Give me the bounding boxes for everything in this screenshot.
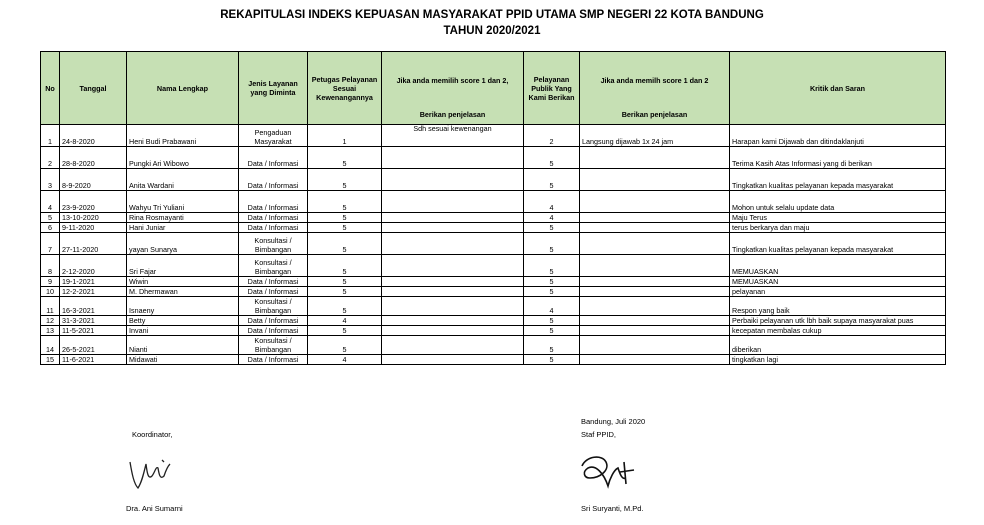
cell-jenis-layanan: Data / Informasi	[239, 355, 308, 365]
cell-tanggal: 12-2-2021	[60, 287, 127, 297]
right-handwritten-signature	[572, 448, 652, 494]
cell-penjelasan-2	[580, 223, 730, 233]
cell-no: 12	[41, 316, 60, 326]
cell-pelayanan-publik: 5	[524, 336, 580, 355]
cell-pelayanan-publik: 5	[524, 255, 580, 277]
cell-tanggal: 11-5-2021	[60, 326, 127, 336]
cell-pelayanan-publik: 5	[524, 277, 580, 287]
cell-nama: Midawati	[127, 355, 239, 365]
table-row	[41, 355, 946, 365]
cell-jenis-layanan: Konsultasi / Bimbangan	[239, 336, 308, 355]
cell-jenis-layanan: Konsultasi / Bimbangan	[239, 255, 308, 277]
cell-penjelasan-1	[382, 336, 524, 355]
document-title: REKAPITULASI INDEKS KEPUASAN MASYARAKAT PPID UTAMA SMP NEGERI 22 KOTA BANDUNG	[220, 9, 764, 21]
cell-nama: Isnaeny	[127, 297, 239, 316]
cell-penjelasan-1	[382, 255, 524, 277]
cell-penjelasan-1	[382, 316, 524, 326]
header-jenis-layanan: Jenis Layanan yang Diminta	[239, 52, 308, 125]
cell-tanggal: 23-9-2020	[60, 191, 127, 213]
header-kritik-saran: Kritik dan Saran	[730, 52, 946, 125]
cell-no: 7	[41, 233, 60, 255]
right-place-date: Bandung, Juli 2020	[581, 417, 646, 426]
cell-kritik-saran: Harapan kami Dijawab dan ditindaklanjuti	[730, 125, 946, 147]
cell-no: 4	[41, 191, 60, 213]
table-row	[41, 287, 946, 297]
table-row	[41, 297, 946, 316]
cell-jenis-layanan: Data / Informasi	[239, 213, 308, 223]
cell-pelayanan-publik: 5	[524, 223, 580, 233]
cell-pelayanan-publik: 4	[524, 191, 580, 213]
cell-kritik-saran: Perbaiki pelayanan utk lbh baik supaya masyarakat puas	[730, 316, 946, 326]
cell-kritik-saran: pelayanan	[730, 287, 946, 297]
cell-tanggal: 8-9-2020	[60, 169, 127, 191]
cell-nama: Heni Budi Prabawani	[127, 125, 239, 147]
cell-petugas: 5	[308, 336, 382, 355]
cell-petugas: 5	[308, 213, 382, 223]
cell-nama: Wiwin	[127, 277, 239, 287]
cell-kritik-saran: Respon yang baik	[730, 297, 946, 316]
cell-penjelasan-1	[382, 277, 524, 287]
cell-petugas: 5	[308, 297, 382, 316]
header-penjelasan-1-bottom: Berikan penjelasan	[419, 110, 486, 119]
cell-penjelasan-2	[580, 191, 730, 213]
cell-pelayanan-publik: 4	[524, 213, 580, 223]
cell-kritik-saran: Terima Kasih Atas Informasi yang di berikan	[730, 147, 946, 169]
cell-pelayanan-publik: 5	[524, 147, 580, 169]
cell-petugas: 4	[308, 316, 382, 326]
cell-kritik-saran: Maju Terus	[730, 213, 946, 223]
header-penjelasan-1	[382, 52, 524, 125]
cell-kritik-saran: terus berkarya dan maju	[730, 223, 946, 233]
table-row	[41, 316, 946, 326]
cell-jenis-layanan: Data / Informasi	[239, 277, 308, 287]
right-signatory-name: Sri Suryanti, M.Pd.	[581, 504, 644, 513]
cell-no: 6	[41, 223, 60, 233]
cell-tanggal: 13-10-2020	[60, 213, 127, 223]
cell-penjelasan-1	[382, 233, 524, 255]
cell-petugas: 5	[308, 223, 382, 233]
cell-petugas: 5	[308, 191, 382, 213]
table-row	[41, 147, 946, 169]
cell-penjelasan-1	[382, 223, 524, 233]
cell-petugas: 1	[308, 125, 382, 147]
cell-nama: Betty	[127, 316, 239, 326]
cell-no: 15	[41, 355, 60, 365]
cell-tanggal: 24-8-2020	[60, 125, 127, 147]
cell-penjelasan-2	[580, 147, 730, 169]
cell-penjelasan-2	[580, 316, 730, 326]
document-subtitle: TAHUN 2020/2021	[443, 25, 541, 37]
cell-no: 8	[41, 255, 60, 277]
cell-penjelasan-1	[382, 287, 524, 297]
cell-pelayanan-publik: 5	[524, 287, 580, 297]
cell-jenis-layanan: Data / Informasi	[239, 223, 308, 233]
header-nama: Nama Lengkap	[127, 52, 239, 125]
cell-penjelasan-2	[580, 297, 730, 316]
cell-kritik-saran: Tingkatkan kualitas pelayanan kepada masyarakat	[730, 233, 946, 255]
cell-nama: yayan Sunarya	[127, 233, 239, 255]
cell-jenis-layanan: Data / Informasi	[239, 287, 308, 297]
cell-penjelasan-2	[580, 355, 730, 365]
header-penjelasan-2-top: Jika anda memilh score 1 dan 2	[600, 76, 709, 85]
table-row	[41, 233, 946, 255]
cell-penjelasan-2	[580, 277, 730, 287]
cell-nama: Wahyu Tri Yuliani	[127, 191, 239, 213]
cell-kritik-saran: diberikan	[730, 336, 946, 355]
table-row	[41, 277, 946, 287]
table-row	[41, 125, 946, 147]
table-row	[41, 191, 946, 213]
cell-no: 14	[41, 336, 60, 355]
cell-no: 9	[41, 277, 60, 287]
table-row	[41, 169, 946, 191]
cell-petugas: 5	[308, 287, 382, 297]
cell-penjelasan-1	[382, 147, 524, 169]
cell-tanggal: 11-6-2021	[60, 355, 127, 365]
cell-penjelasan-2	[580, 255, 730, 277]
cell-penjelasan-2	[580, 169, 730, 191]
cell-kritik-saran: tingkatkan lagi	[730, 355, 946, 365]
cell-pelayanan-publik: 5	[524, 355, 580, 365]
cell-penjelasan-1	[382, 213, 524, 223]
cell-kritik-saran: kecepatan membalas cukup	[730, 326, 946, 336]
left-signatory-name: Dra. Ani Sumarni	[126, 504, 183, 513]
cell-nama: Sri Fajar	[127, 255, 239, 277]
cell-tanggal: 2-12-2020	[60, 255, 127, 277]
cell-petugas: 5	[308, 326, 382, 336]
table-row	[41, 336, 946, 355]
cell-nama: M. Dhermawan	[127, 287, 239, 297]
cell-kritik-saran: Tingkatkan kualitas pelayanan kepada masyarakat	[730, 169, 946, 191]
cell-penjelasan-1: Sdh sesuai kewenangan	[382, 125, 524, 147]
table-row	[41, 223, 946, 233]
cell-penjelasan-2	[580, 326, 730, 336]
cell-tanggal: 26-5-2021	[60, 336, 127, 355]
table-row	[41, 326, 946, 336]
cell-petugas: 4	[308, 355, 382, 365]
cell-petugas: 5	[308, 277, 382, 287]
cell-petugas: 5	[308, 147, 382, 169]
header-penjelasan-2-bottom: Berikan penjelasan	[621, 110, 688, 119]
cell-penjelasan-2	[580, 287, 730, 297]
cell-pelayanan-publik: 5	[524, 316, 580, 326]
cell-kritik-saran: MEMUASKAN	[730, 255, 946, 277]
table-row	[41, 213, 946, 223]
cell-penjelasan-1	[382, 169, 524, 191]
cell-penjelasan-2	[580, 233, 730, 255]
cell-no: 11	[41, 297, 60, 316]
cell-penjelasan-1	[382, 326, 524, 336]
cell-penjelasan-2	[580, 213, 730, 223]
cell-no: 13	[41, 326, 60, 336]
cell-jenis-layanan: Data / Informasi	[239, 147, 308, 169]
cell-penjelasan-1	[382, 297, 524, 316]
cell-tanggal: 31-3-2021	[60, 316, 127, 326]
cell-nama: Invani	[127, 326, 239, 336]
cell-tanggal: 28-8-2020	[60, 147, 127, 169]
left-handwritten-signature	[122, 452, 182, 496]
cell-pelayanan-publik: 5	[524, 326, 580, 336]
cell-no: 3	[41, 169, 60, 191]
cell-jenis-layanan: Data / Informasi	[239, 326, 308, 336]
cell-kritik-saran: Mohon untuk selalu update data	[730, 191, 946, 213]
cell-tanggal: 16-3-2021	[60, 297, 127, 316]
table-header-row	[41, 52, 946, 125]
cell-tanggal: 27-11-2020	[60, 233, 127, 255]
cell-tanggal: 19-1-2021	[60, 277, 127, 287]
cell-jenis-layanan: Konsultasi / Bimbangan	[239, 233, 308, 255]
cell-kritik-saran: MEMUASKAN	[730, 277, 946, 287]
right-signature-role: Staf PPID,	[581, 430, 617, 439]
cell-petugas: 5	[308, 233, 382, 255]
header-penjelasan-2	[580, 52, 730, 125]
cell-nama: Nianti	[127, 336, 239, 355]
header-penjelasan-1-top: Jika anda memilih score 1 dan 2,	[396, 76, 509, 85]
cell-petugas: 5	[308, 169, 382, 191]
cell-no: 10	[41, 287, 60, 297]
cell-jenis-layanan: Konsultasi / Bimbangan	[239, 297, 308, 316]
cell-tanggal: 9-11-2020	[60, 223, 127, 233]
cell-jenis-layanan: Data / Informasi	[239, 191, 308, 213]
cell-jenis-layanan: Data / Informasi	[239, 316, 308, 326]
cell-penjelasan-2: Langsung dijawab 1x 24 jam	[580, 125, 730, 147]
left-signature-role: Koordinator,	[132, 430, 173, 439]
header-pelayanan-publik: Pelayanan Publik Yang Kami Berikan	[524, 52, 580, 125]
cell-penjelasan-1	[382, 191, 524, 213]
cell-no: 1	[41, 125, 60, 147]
cell-no: 2	[41, 147, 60, 169]
cell-penjelasan-2	[580, 336, 730, 355]
survey-table	[40, 51, 946, 365]
cell-penjelasan-1	[382, 355, 524, 365]
cell-nama: Anita Wardani	[127, 169, 239, 191]
cell-nama: Pungki Ari Wibowo	[127, 147, 239, 169]
cell-pelayanan-publik: 4	[524, 297, 580, 316]
cell-pelayanan-publik: 5	[524, 233, 580, 255]
cell-pelayanan-publik: 2	[524, 125, 580, 147]
cell-nama: Rina Rosmayanti	[127, 213, 239, 223]
header-no: No	[41, 52, 60, 125]
cell-jenis-layanan: Pengaduan Masyarakat	[239, 125, 308, 147]
cell-no: 5	[41, 213, 60, 223]
cell-petugas: 5	[308, 255, 382, 277]
header-petugas: Petugas Pelayanan Sesuai Kewenangannya	[308, 52, 382, 125]
cell-pelayanan-publik: 5	[524, 169, 580, 191]
cell-jenis-layanan: Data / Informasi	[239, 169, 308, 191]
header-tanggal: Tanggal	[60, 52, 127, 125]
table-row	[41, 255, 946, 277]
cell-nama: Hani Juniar	[127, 223, 239, 233]
